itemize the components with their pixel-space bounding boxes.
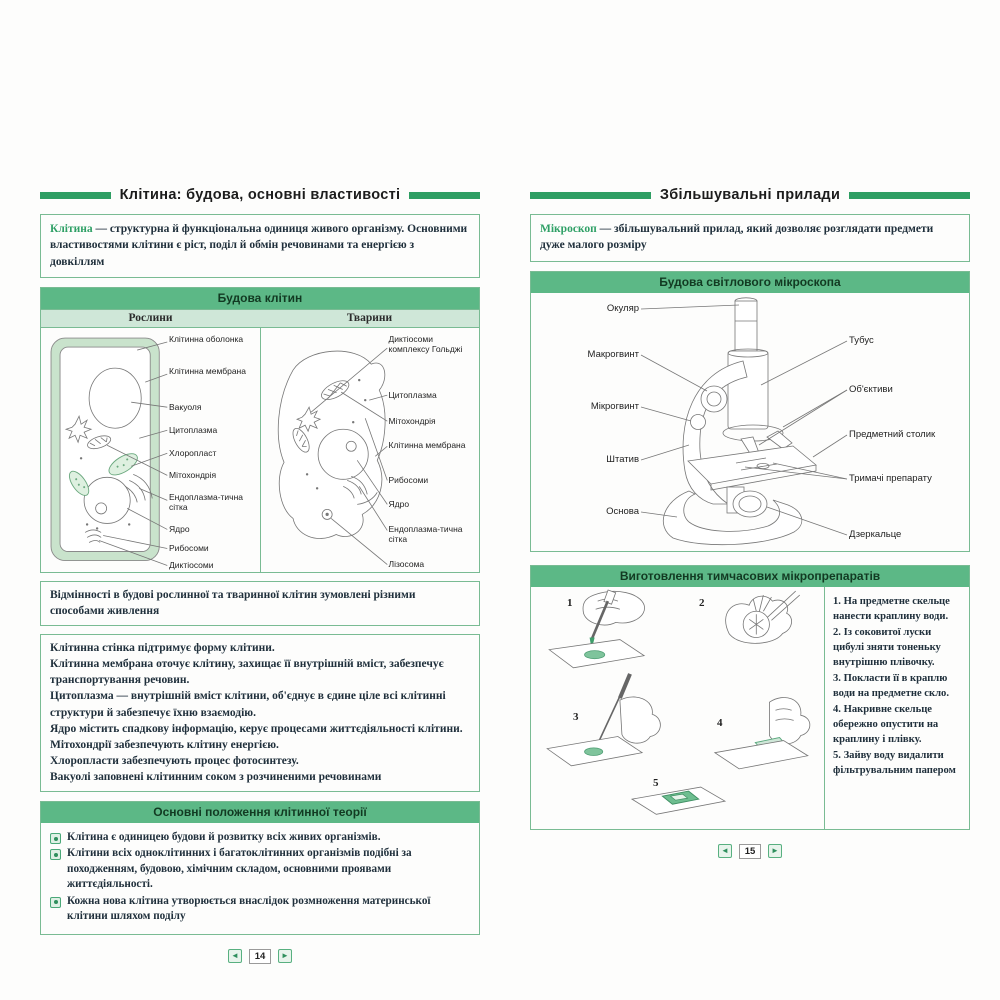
list-item bbox=[50, 830, 470, 845]
step-3: 3. Покласти її в краплю води на предметне скло. bbox=[833, 672, 949, 699]
organelle-facts-box bbox=[40, 634, 480, 792]
table-title: Будова клітин bbox=[41, 288, 479, 309]
plant-label-nucleus: Ядро bbox=[169, 523, 190, 534]
label-fine-knob: Мікрогвинт bbox=[590, 400, 639, 412]
step-1: 1. На предметне скельце нанести краплину води. bbox=[833, 595, 950, 622]
fact-term: Цитоплазма bbox=[50, 690, 114, 703]
microscope-canvas bbox=[531, 293, 969, 551]
next-page-icon: ► bbox=[768, 844, 782, 858]
step-5: 5. Зайву воду видалити фільтрувальним папером bbox=[833, 749, 956, 776]
plant-label-chloroplast: Хлоропласт bbox=[169, 447, 217, 458]
theory-item-text: Клітини всіх одноклітинних і багатоклітинних організмів подібні за походженням, будовою, хімічним складом, основними проявами життєдіяльності. bbox=[67, 847, 412, 891]
definition-text: — збільшувальний прилад, який дозволяє розглядати предмети дуже малого розміру bbox=[540, 223, 934, 252]
left-page bbox=[40, 186, 480, 964]
figure-number-2: 2 bbox=[699, 596, 705, 609]
bullet-icon bbox=[50, 897, 61, 908]
label-stage: Предметний столик bbox=[849, 428, 936, 440]
fact-cytoplasm bbox=[50, 688, 470, 720]
table-column-headers bbox=[41, 309, 479, 328]
plant-cell-panel bbox=[41, 328, 260, 572]
micropreparation-illustrations bbox=[531, 587, 824, 832]
label-base: Основа bbox=[606, 505, 639, 517]
micropreparation-title: Виготовлення тимчасових мікропрепаратів bbox=[531, 566, 969, 587]
list-item bbox=[50, 846, 470, 892]
animal-label-lysosome: Лізосома bbox=[388, 558, 425, 569]
plant-label-er: Ендоплазма-тична сітка bbox=[169, 491, 244, 512]
fact-nucleus bbox=[50, 721, 470, 737]
fact-text: забезпечують процес фотосинтезу. bbox=[118, 754, 299, 767]
label-arm: Штатив bbox=[606, 453, 639, 465]
micropreparation-body bbox=[531, 587, 969, 829]
fact-text: оточує клітину, захищає її внутрішній вміст, забезпечує транспортування речовин. bbox=[50, 658, 444, 687]
plant-label-cell-membrane: Клітинна мембрана bbox=[169, 365, 246, 376]
microscope-definition-box bbox=[530, 214, 970, 262]
label-objectives: Об'єктиви bbox=[849, 383, 893, 395]
step-2: 2. Із соковитої луски цибулі зняти тоненьку внутрішню плівочку. bbox=[833, 626, 941, 668]
label-mirror: Дзеркальце bbox=[849, 528, 902, 540]
cell-theory-list bbox=[41, 823, 479, 934]
definition-term: Мікроскоп bbox=[540, 223, 597, 235]
fact-term: Клітинна мембрана bbox=[50, 658, 154, 671]
animal-label-nucleus: Ядро bbox=[388, 498, 410, 509]
label-tube: Тубус bbox=[849, 334, 874, 346]
step-4: 4. Накривне скельце обережно опустити на краплину і плівку. bbox=[833, 703, 939, 745]
animal-label-ribosomes: Рибосоми bbox=[388, 474, 429, 485]
theory-item-text: Кожна нова клітина утворюється внаслідок розмноження материнської клітини шляхом поділу bbox=[67, 894, 431, 923]
plant-label-cell-wall: Клітинна оболонка bbox=[169, 333, 244, 344]
fact-text: заповнені клітинним соком з розчиненими речовинами bbox=[90, 770, 382, 783]
cell-theory-title: Основні положення клітинної теорії bbox=[41, 802, 479, 823]
fact-term: Хлоропласти bbox=[50, 754, 119, 767]
fact-term: Клітинна стінка bbox=[50, 642, 135, 655]
right-page-header bbox=[530, 186, 970, 204]
title-bar-left bbox=[40, 192, 111, 199]
page-title: Збільшувальні прилади bbox=[659, 187, 841, 203]
plant-label-dictyosomes: Диктіосоми bbox=[169, 559, 214, 570]
plant-label-ribosomes: Рибосоми bbox=[169, 542, 209, 553]
prev-page-icon: ◄ bbox=[718, 844, 732, 858]
fact-cell-wall bbox=[50, 640, 470, 656]
prev-page-icon: ◄ bbox=[228, 949, 242, 963]
right-page bbox=[530, 186, 970, 859]
fact-term: Мітохондрії bbox=[50, 738, 112, 751]
cell-structure-table bbox=[40, 287, 480, 573]
microscope-box-title: Будова світлового мікроскопа bbox=[531, 272, 969, 293]
animal-label-cell-membrane: Клітинна мембрана bbox=[388, 439, 466, 450]
differences-note-box bbox=[40, 581, 480, 626]
title-bar-left bbox=[530, 192, 651, 199]
label-eyepiece: Окуляр bbox=[606, 302, 639, 314]
fact-mitochondria bbox=[50, 737, 470, 753]
column-header-plants: Рослини bbox=[128, 311, 173, 324]
page-title: Клітина: будова, основні властивості bbox=[119, 187, 401, 203]
left-page-header bbox=[40, 186, 480, 204]
table-body bbox=[41, 328, 479, 572]
title-bar-right bbox=[849, 192, 970, 199]
list-item bbox=[50, 894, 470, 925]
next-page-icon: ► bbox=[278, 949, 292, 963]
cell-theory-box bbox=[40, 801, 480, 935]
micropreparation-box bbox=[530, 565, 970, 830]
micropreparation-steps bbox=[824, 587, 969, 829]
animal-label-mitochondrion: Мітохондрія bbox=[388, 415, 436, 426]
bullet-icon bbox=[50, 849, 61, 860]
fact-text: містить спадкову інформацію, керує процесами життєдіяльності клітини. bbox=[76, 722, 463, 735]
fact-text: — внутрішній вміст клітини, об'єднує в єдине ціле всі клітинні структури й забезпечує їхню взаємодію. bbox=[50, 690, 446, 719]
figure-number-4: 4 bbox=[717, 716, 723, 729]
microscope-structure-box bbox=[530, 271, 970, 552]
left-page-pager bbox=[40, 949, 480, 964]
fact-term: Ядро bbox=[50, 722, 77, 735]
cell-definition-box bbox=[40, 214, 480, 278]
animal-label-golgi: Диктіосоми комплексу Гольджі bbox=[388, 333, 463, 354]
definition-text: — структурна й функціональна одиниця живого організму. Основними властивостями клітини є ріст, поділ й обмін речовинами та енергією з довкіллям bbox=[50, 223, 468, 268]
page-number: 15 bbox=[739, 844, 761, 859]
animal-cell-panel bbox=[260, 328, 480, 572]
animal-label-er: Ендоплазма-тична сітка bbox=[388, 523, 463, 544]
title-bar-right bbox=[409, 192, 480, 199]
micropreparation-figures bbox=[531, 587, 824, 829]
figure-number-5: 5 bbox=[653, 776, 659, 789]
fact-chloroplasts bbox=[50, 753, 470, 769]
fact-vacuoles bbox=[50, 769, 470, 785]
bullet-icon bbox=[50, 833, 61, 844]
fact-text: підтримує форму клітини. bbox=[134, 642, 275, 655]
plant-label-mitochondrion: Мітохондрія bbox=[169, 469, 217, 480]
label-stage-clips: Тримачі препарату bbox=[849, 472, 932, 484]
plant-label-vacuole: Вакуоля bbox=[169, 401, 202, 412]
column-header-animals: Тварини bbox=[346, 311, 393, 324]
page-number: 14 bbox=[249, 949, 271, 964]
differences-note: Відмінності в будові рослинної та тваринної клітин зумовлені різними способами живлення bbox=[50, 588, 416, 618]
theory-item-text: Клітина є одиницею будови й розвитку всіх живих організмів. bbox=[67, 831, 381, 844]
figure-number-3: 3 bbox=[573, 710, 579, 723]
animal-label-cytoplasm: Цитоплазма bbox=[388, 389, 437, 400]
fact-text: забезпечують клітину енергією. bbox=[111, 738, 279, 751]
fact-term: Вакуолі bbox=[50, 770, 91, 783]
label-coarse-knob: Макрогвинт bbox=[587, 348, 639, 360]
right-page-pager bbox=[530, 844, 970, 859]
definition-term: Клітина bbox=[50, 223, 93, 235]
plant-label-cytoplasm: Цитоплазма bbox=[169, 424, 218, 435]
fact-cell-membrane bbox=[50, 656, 470, 688]
figure-number-1: 1 bbox=[567, 596, 573, 609]
